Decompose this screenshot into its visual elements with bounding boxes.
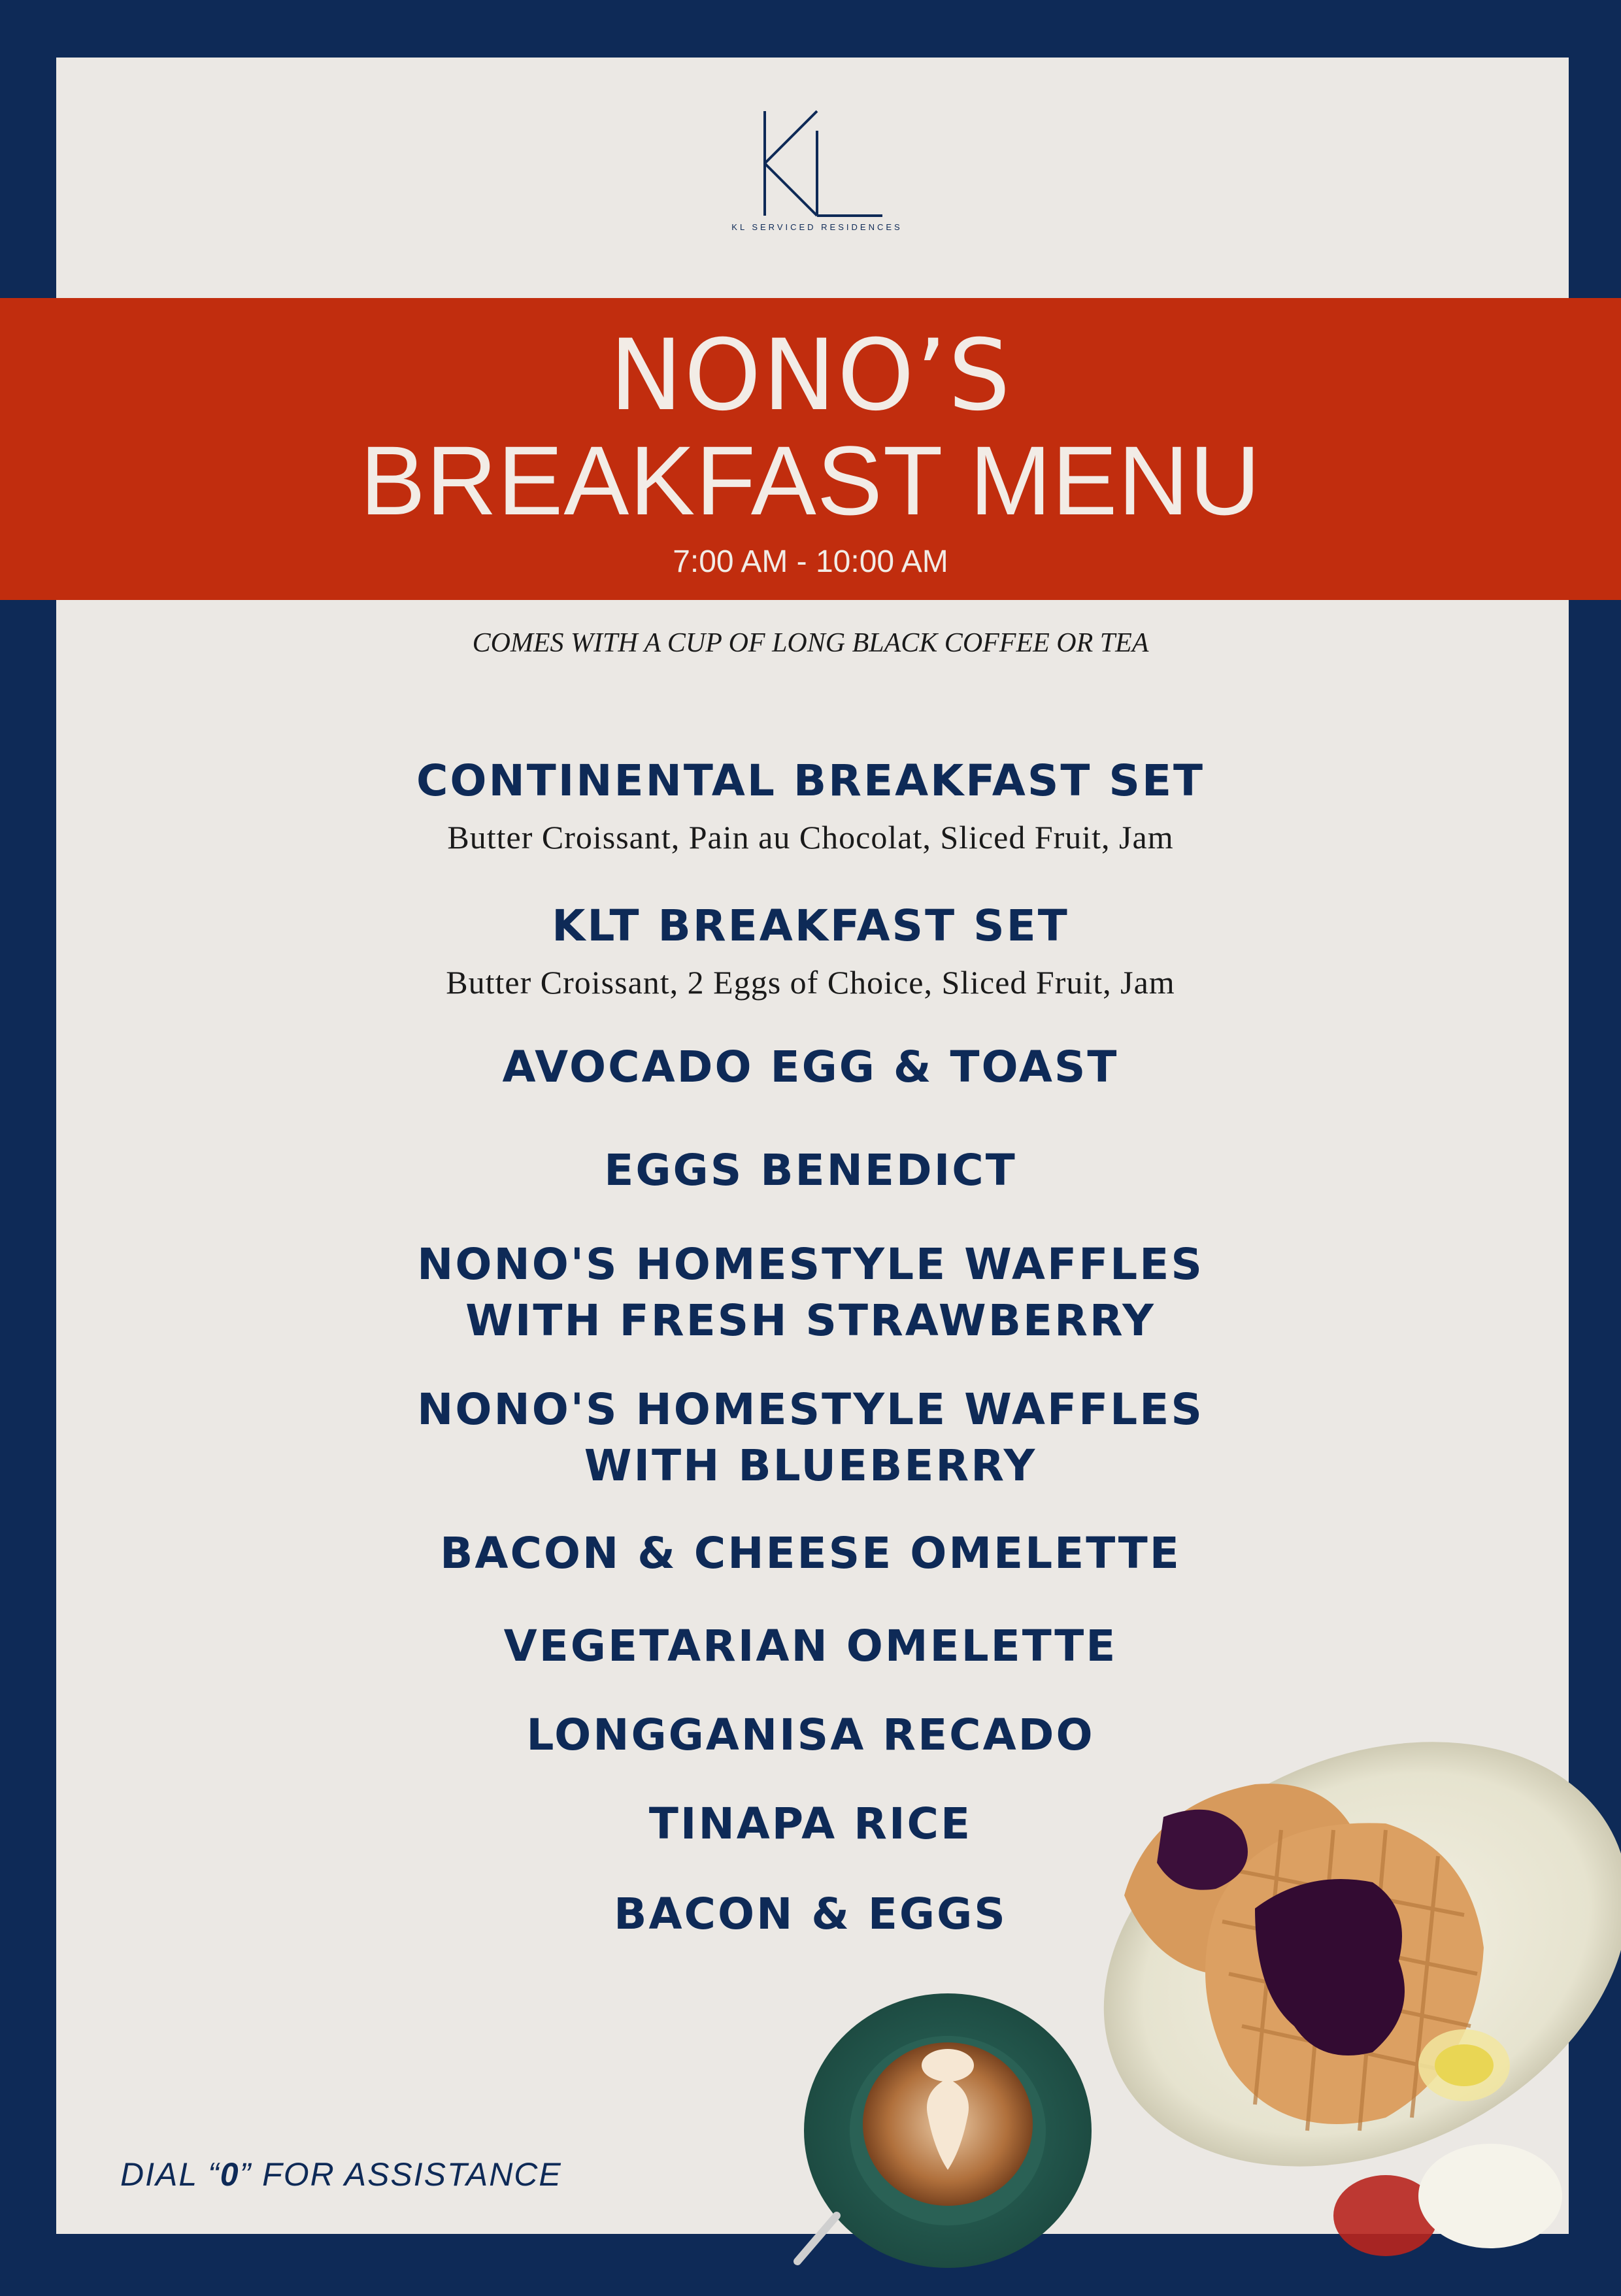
dial-prefix: DIAL “ — [120, 2156, 220, 2193]
serving-hours: 7:00 AM - 10:00 AM — [673, 544, 948, 579]
logo-caption: KL SERVICED RESIDENCES — [731, 222, 903, 232]
menu-item-name: TINAPA RICE — [648, 1799, 973, 1849]
latte-cup-illustration — [797, 1993, 1092, 2268]
waffle-plate-illustration — [1035, 1699, 1621, 2256]
menu-item-name: NONO'S HOMESTYLE WAFFLES — [417, 1239, 1204, 1289]
kl-logo-icon — [739, 105, 895, 235]
menu-item-name: CONTINENTAL BREAKFAST SET — [416, 756, 1205, 806]
menu-item-name: VEGETARIAN OMELETTE — [503, 1621, 1118, 1671]
dial-suffix: ” FOR ASSISTANCE — [239, 2156, 562, 2193]
menu-item-name-line2: WITH BLUEBERRY — [584, 1440, 1037, 1491]
menu-item-name: BACON & EGGS — [614, 1889, 1007, 1939]
menu-item-name: AVOCADO EGG & TOAST — [502, 1042, 1119, 1092]
menu-item-name: NONO'S HOMESTYLE WAFFLES — [417, 1384, 1204, 1435]
menu-item-name: EGGS BENEDICT — [604, 1145, 1017, 1195]
menu-title: NONO’S — [609, 319, 1012, 433]
dial-number: 0 — [220, 2156, 240, 2193]
menu-item-name: BACON & CHEESE OMELETTE — [440, 1528, 1181, 1578]
menu-item-name: KLT BREAKFAST SET — [552, 901, 1069, 951]
assistance-note — [120, 2155, 562, 2193]
food-photo — [758, 1699, 1621, 2293]
menu-item-name-line2: WITH FRESH STRAWBERRY — [465, 1295, 1156, 1346]
menu-item-desc: Butter Croissant, 2 Eggs of Choice, Sliced Fruit, Jam — [446, 964, 1175, 1001]
coffee-note: COMES WITH A CUP OF LONG BLACK COFFEE OR TEA — [472, 628, 1149, 658]
menu-subtitle: BREAKFAST MENU — [359, 425, 1262, 535]
menu-item-desc: Butter Croissant, Pain au Chocolat, Sliced Fruit, Jam — [447, 819, 1174, 856]
menu-item-name: LONGGANISA RECADO — [526, 1710, 1095, 1760]
